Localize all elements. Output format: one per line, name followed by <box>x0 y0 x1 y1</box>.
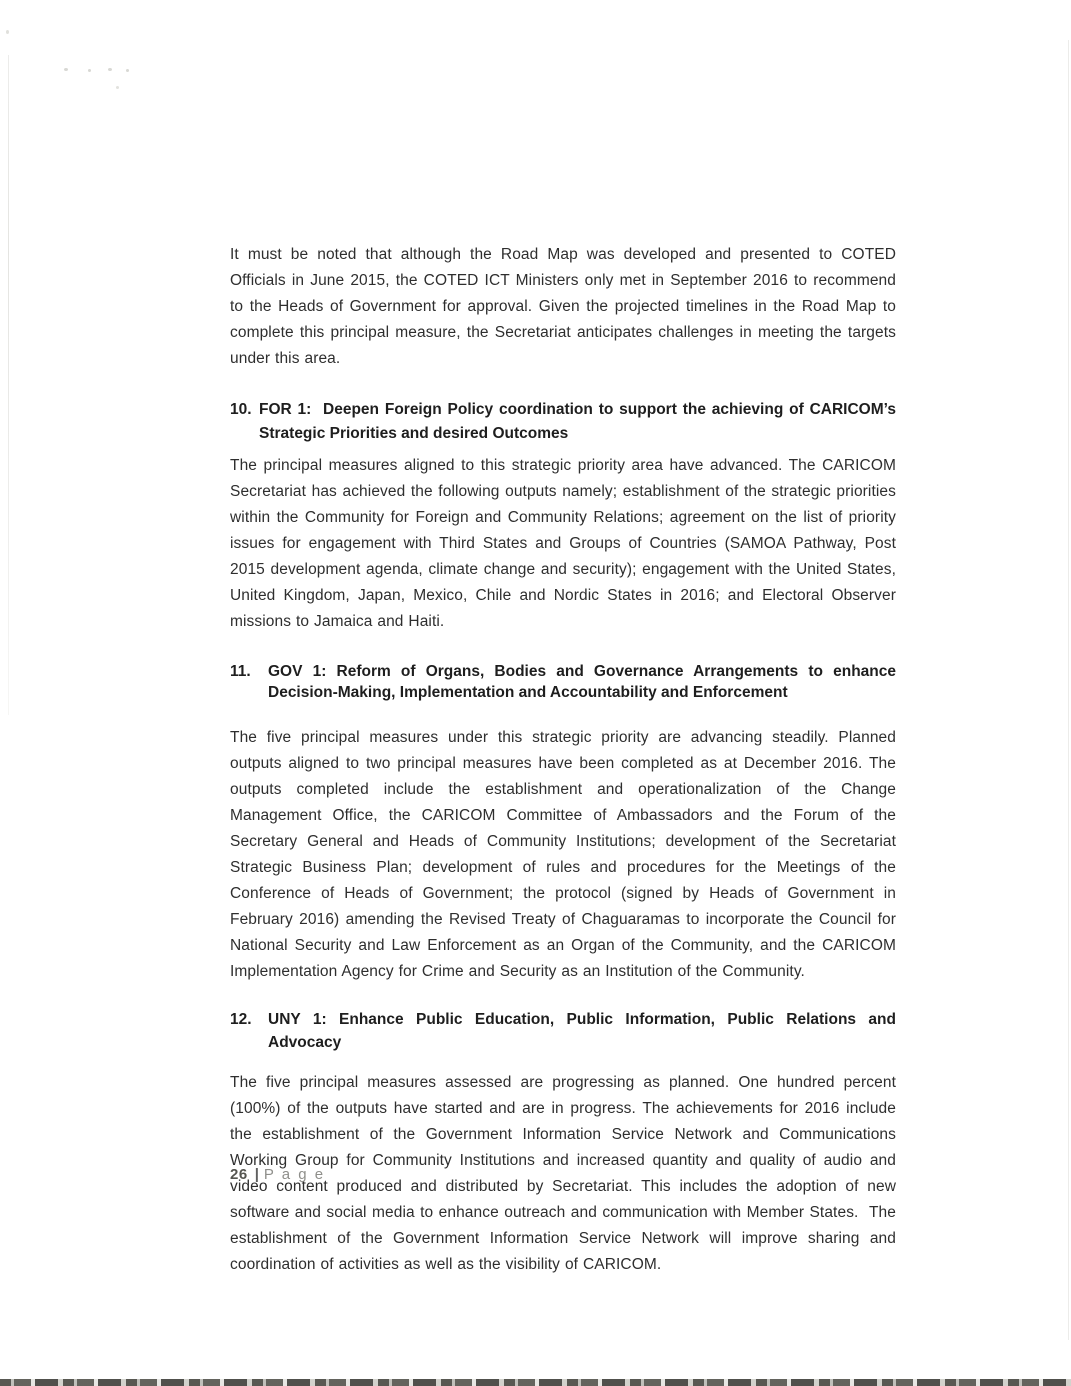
section-uny-1-heading <box>230 1008 896 1054</box>
section-gov-1-heading <box>230 661 896 703</box>
section-uny-1-body: The five principal measures assessed are progressing as planned. One hundred percent (100%) of the outputs have started and are in progress. The achievements for 2016 include the establishment of the Government Information Service Network and Communications Working Group for Community Institutions and increased quantity and quality of audio and video content produced and distributed by Secretariat. This includes the adoption of new software and social media to enhance outreach and communication with Member States. The establishment of the Government Information Service Network will improve sharing and coordination of activities as well as the visibility of CARICOM. <box>230 1074 896 1273</box>
section-heading-text: FOR 1: Deepen Foreign Policy coordination to support the achieving of CARICOM’s Strategic Priorities and desired Outcomes <box>259 401 896 442</box>
scan-artifact-speck <box>108 68 112 71</box>
scan-artifact-speck <box>126 69 129 72</box>
intro-paragraph: It must be noted that although the Road Map was developed and presented to COTED Officials in June 2015, the COTED ICT Ministers only met in September 2016 to recommend to the Heads of Government for approval. Given the projected timelines in the Road Map to complete this principal measure, the Secretariat anticipates challenges in meeting the targets under this area. <box>230 246 896 367</box>
section-heading-text: GOV 1: Reform of Organs, Bodies and Governance Arrangements to enhance Decision-Making, Implementation and Accountability and Enforcement <box>268 663 896 701</box>
scan-artifact-speck <box>64 68 68 71</box>
section-for-1 <box>230 398 896 635</box>
section-number: 10. <box>230 401 252 418</box>
section-for-1-body: The principal measures aligned to this strategic priority area have advanced. The CARICOM Secretariat has achieved the following outputs namely; establishment of the strategic priorities within the Community for Foreign and Community Relations; agreement on the list of priority issues for engagement with Third States and Groups of Countries (SAMOA Pathway, Post 2015 development agenda, climate change and security); engagement with the United States, United Kingdom, Japan, Mexico, Chile and Nordic States in 2016; and Electoral Observer missions to Jamaica and Haiti. <box>230 457 896 630</box>
page-footer <box>230 1166 325 1183</box>
section-for-1-heading <box>230 398 896 446</box>
footer-separator: | <box>254 1166 259 1183</box>
page-number: 26 <box>230 1166 248 1183</box>
footer-page-word: P a g e <box>263 1166 326 1183</box>
section-gov-1 <box>230 661 896 985</box>
scan-artifact-speck <box>88 69 91 72</box>
section-number: 11. <box>230 663 251 680</box>
scan-artifact-right-edge-line <box>1068 40 1069 1340</box>
section-gov-1-body: The five principal measures under this strategic priority are advancing steadily. Planned outputs aligned to two principal measures have been completed as at December 2016. The outputs completed include the establishment and operationalization of the Change Management Office, the CARICOM Committee of Ambassadors and the Forum of the Secretary General and Heads of Community Institutions; development of the Secretariat Strategic Business Plan; development of rules and procedures for the Meetings of the Conference of Heads of Government; the protocol (signed by Heads of Government in February 2016) amending the Revised Treaty of Chaguaramas to incorporate the Council for National Security and Law Enforcement as an Organ of the Community, and the CARICOM Implementation Agency for Crime and Security as an Institution of the Community. <box>230 729 896 980</box>
scan-artifact-speck <box>116 86 119 89</box>
scan-artifact-bottom-edge-band <box>0 1379 1071 1386</box>
section-number: 12. <box>230 1011 252 1028</box>
scan-artifact-speck <box>6 30 9 34</box>
document-content <box>230 242 896 1278</box>
section-heading-text: UNY 1: Enhance Public Education, Public Information, Public Relations and Advocacy <box>268 1011 896 1051</box>
scan-artifact-left-edge-line <box>8 55 9 715</box>
section-uny-1 <box>230 1008 896 1278</box>
